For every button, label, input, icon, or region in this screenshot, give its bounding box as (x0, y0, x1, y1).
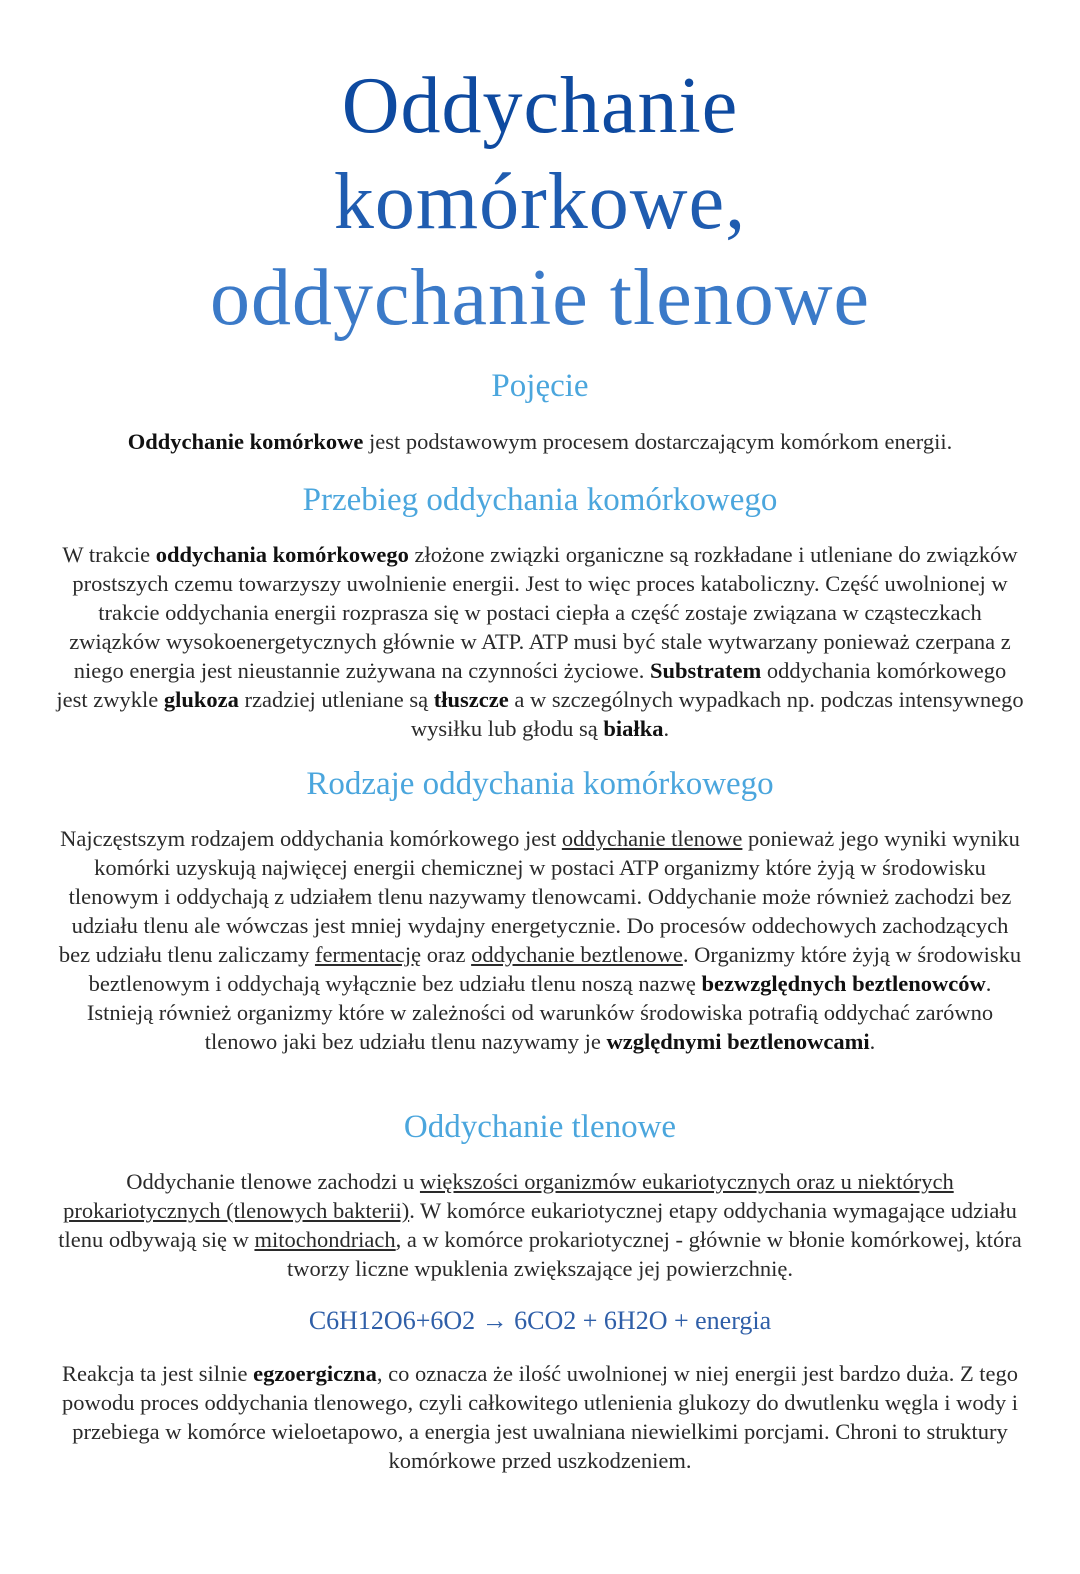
heading-tlenowe: Oddychanie tlenowe (403, 1109, 677, 1145)
text-run: Oddychanie tlenowe zachodzi u (126, 1169, 420, 1194)
page-title (0, 58, 1080, 346)
text-run: złożone związki organiczne są rozkładane i utleniane do związków prostszych czemu towarzyszy uwolnienie energii. Jest to więc proces kataboliczny. Część uwolnionej w trakcie oddychania energii rozprasza się w postaci ciepła a część zostaje związana w cząsteczkach związków wysokoenergetycznych głównie w ATP. ATP musi być stale wytwarzany ponieważ czerpana z niego energia jest nieustannie zużywana na czynności życiowe. (69, 542, 1018, 683)
reaction-formula: C6H12O6+6O2 → 6CO2 + 6H2O + energia (308, 1306, 772, 1335)
text-run: , a w komórce prokariotycznej - głównie w błonie komórkowej, która tworzy liczne wpuklenia zwiększające jej powierzchnię. (286, 1227, 1022, 1281)
paragraph-tlenowe (56, 1167, 1024, 1283)
text-run: jest podstawowym procesem dostarczającym komórkom energii. (363, 429, 953, 454)
text-run: . Organizmy które żyją w środowisku beztlenowym i oddychają wyłącznie bez udziału tlenu noszą nazwę (88, 942, 1022, 996)
title-line-1: Oddychanie (341, 62, 739, 150)
text-run: oraz (421, 942, 472, 967)
underlined-term: większości organizmów eukariotycznych oraz u niektórych prokariotycznych (tlenowych bakterii) (63, 1169, 954, 1223)
bold-term: glukoza (163, 687, 239, 712)
bold-term: tłuszcze (433, 687, 509, 712)
title-line-2: komórkowe, (333, 158, 747, 246)
paragraph-przebieg (56, 540, 1024, 743)
text-run: . W komórce eukariotycznej etapy oddychania wymagające udziału tlenu odbywają się w (58, 1198, 1017, 1252)
underlined-term: oddychanie beztlenowe (471, 942, 683, 967)
bold-term: oddychania komórkowego (155, 542, 409, 567)
bold-term: Oddychanie komórkowe (127, 429, 364, 454)
text-run: a w szczególnych wypadkach np. podczas intensywnego wysiłku lub głodu są (410, 687, 1024, 741)
underlined-term: oddychanie tlenowe (561, 826, 743, 851)
heading-rodzaje: Rodzaje oddychania komórkowego (306, 766, 774, 802)
bold-term: Substratem (650, 658, 762, 683)
bold-term: białka (603, 716, 664, 741)
text-run: oddychania komórkowego jest zwykle (56, 658, 1007, 712)
text-run: ponieważ jego wyniki wyniku komórki uzyskują najwięcej energii chemicznej w postaci ATP organizmy które żyją w środowisku tlenowym i oddychają z udziałem tlenu nazywamy tlenowcami. Oddychanie może również zachodzi bez udziału tlenu ale wówczas jest mniej wydajny energetycznie. Do procesów oddechowych zachodzących bez udziału tlenu zaliczamy (58, 826, 1020, 967)
text-run: rzadziej utleniane są (238, 687, 434, 712)
text-run: . Istnieją również organizmy które w zależności od warunków środowiska potrafią oddychać zarówno tlenowo jaki bez udziału tlenu nazywamy je (86, 971, 994, 1054)
underlined-term: fermentację (314, 942, 422, 967)
bold-term: względnymi beztlenowcami (606, 1029, 870, 1054)
heading-przebieg: Przebieg oddychania komórkowego (302, 482, 778, 518)
underlined-term: mitochondriach (254, 1227, 396, 1252)
text-run: W trakcie (62, 542, 156, 567)
paragraph-reakcja (56, 1359, 1024, 1475)
heading-pojecie: Pojęcie (491, 368, 589, 404)
paragraph-rodzaje (56, 824, 1024, 1056)
bold-term: egzoergiczna (253, 1361, 377, 1386)
title-line-3: oddychanie tlenowe (210, 254, 870, 342)
text-run: Najczęstszym rodzajem oddychania komórkowego jest (60, 826, 562, 851)
text-run: . (869, 1029, 876, 1054)
paragraph-pojecie (56, 427, 1024, 456)
text-run: Reakcja ta jest silnie (61, 1361, 254, 1386)
text-run: , co oznacza że ilość uwolnionej w niej energii jest bardzo duża. Z tego powodu proces oddychania tlenowego, czyli całkowitego utlenienia glukozy do dwutlenku węgla i wody i przebiega w komórce wieloetapowo, a energia jest uwalniana niewielkimi porcjami. Chroni to struktury komórkowe przed uszkodzeniem. (61, 1361, 1019, 1473)
text-run: . (663, 716, 670, 741)
bold-term: bezwzględnych beztlenowców (701, 971, 986, 996)
